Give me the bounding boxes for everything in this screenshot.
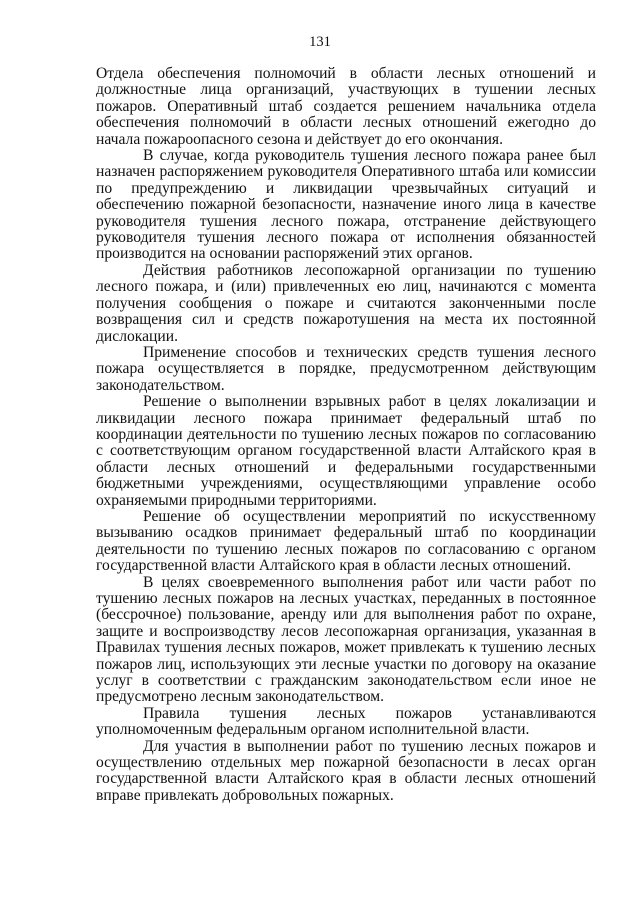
paragraph: В случае, когда руководитель тушения лесного пожара ранее был назначен распоряжением руководителя Оперативного штаба или комиссии по предупреждению и ликвидации чрезвычайных ситуаций и обеспечению пожарной безопасности, назначение иного лица в качестве руководителя тушения лесного пожара, отстранение действующего руководителя тушения лесного пожара от исполнения обязанностей производится на основании распоряжений этих органов. [96,147,596,263]
paragraph: Действия работников лесопожарной организации по тушению лесного пожара, и (или) привлеченных ею лиц, начинаются с момента получения сообщения о пожаре и считаются законченными после возвращения сил и средств пожаротушения на места их постоянной дислокации. [96,261,596,345]
document-body [96,66,596,804]
paragraph: Правила тушения лесных пожаров устанавливаются уполномоченным федеральным органом исполнительной власти. [96,704,596,739]
paragraph: В целях своевременного выполнения работ или части работ по тушению лесных пожаров на лесных участках, переданных в постоянное (бессрочное) пользование, аренду или для выполнения работ по охране, защите и воспроизводству лесов лесопожарная организация, указанная в Правилах тушения лесных пожаров, может привлекать к тушению лесных пожаров лиц, использующих эти лесные участки по договору на оказание услуг в соответствии с гражданским законодательством если иное не предусмотрено лесным законодательством. [96,573,596,706]
paragraph-continuation: Отдела обеспечения полномочий в области лесных отношений и должностные лица организаций, участвующих в тушении лесных пожаров. Оперативный штаб создается решением начальника отдела обеспечения полномочий в области лесных отношений ежегодно до начала пожароопасного сезона и действует до его окончания. [96,65,596,148]
page-number: 131 [309,34,331,50]
paragraph: Применение способов и технических средств тушения лесного пожара осуществляется в порядке, предусмотренном действующим законодательством. [96,343,596,394]
paragraph: Для участия в выполнении работ по тушению лесных пожаров и осуществлению отдельных мер пожарной безопасности в лесах орган государственной власти Алтайского края в области лесных отношений вправе привлекать добровольных пожарных. [96,737,596,804]
paragraph: Решение об осуществлении мероприятий по искусственному вызыванию осадков принимает федеральный штаб по координации деятельности по тушению лесных пожаров по согласованию с органом государственной власти Алтайского края в области лесных отношений. [96,507,596,575]
paragraph: Решение о выполнении взрывных работ в целях локализации и ликвидации лесного пожара принимает федеральный штаб по координации деятельности по тушению лесных пожаров по согласованию с соответствующим органом государственной власти Алтайского края в области лесных отношений и федеральными государственными бюджетными учреждениями, осуществляющими управление особо охраняемыми природными территориями. [96,393,596,509]
